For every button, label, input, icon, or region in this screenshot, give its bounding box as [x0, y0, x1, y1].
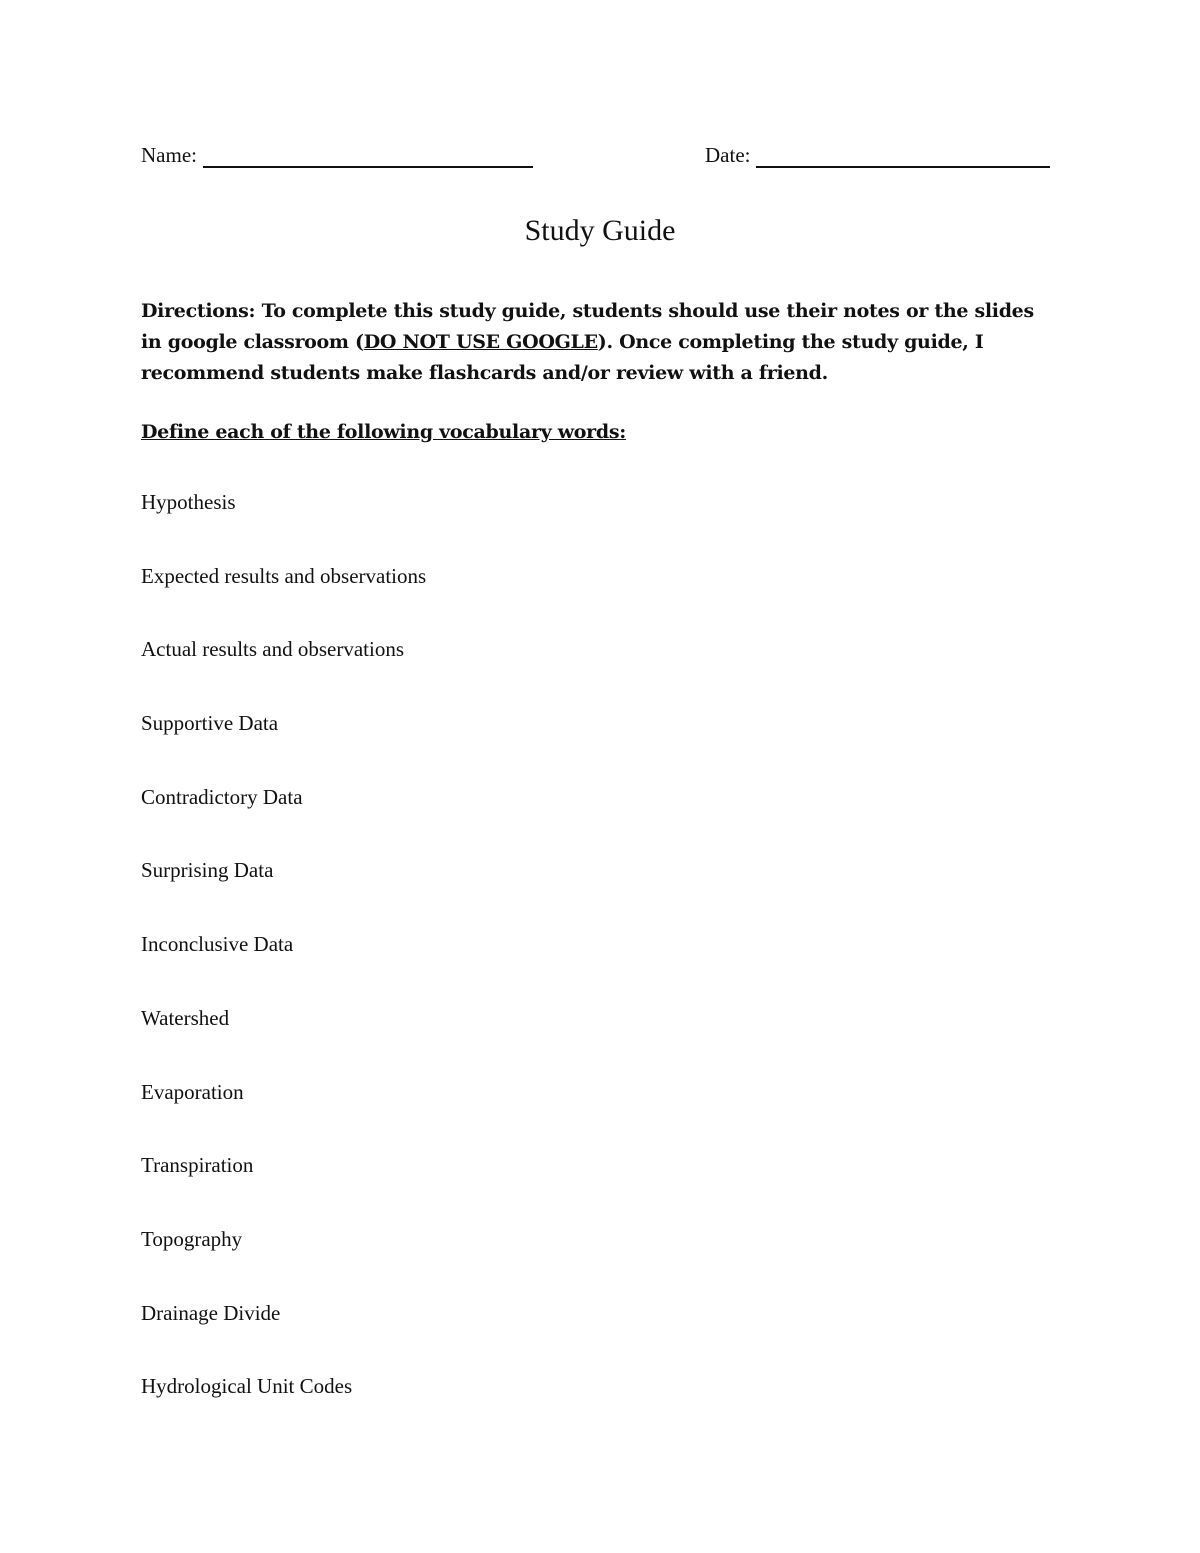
- vocab-item: Actual results and observations: [141, 637, 405, 662]
- vocab-item: Evaporation: [141, 1079, 244, 1104]
- vocab-item: Surprising Data: [141, 858, 274, 883]
- header-row: [141, 140, 1058, 174]
- vocab-list: [141, 487, 426, 1445]
- vocab-item: Inconclusive Data: [141, 932, 294, 957]
- name-field: [141, 140, 533, 168]
- date-label: Date:: [705, 143, 751, 167]
- date-blank-line[interactable]: [756, 140, 1050, 168]
- vocab-item: Drainage Divide: [141, 1300, 281, 1325]
- name-blank-line[interactable]: [203, 140, 533, 168]
- directions-text-part1: Directions: To complete this study guide, students should use their notes or the slides in google classroom (: [141, 300, 1034, 353]
- date-field: [705, 140, 1050, 168]
- vocab-heading: Define each of the following vocabulary words:: [141, 421, 626, 443]
- directions-emphasis: DO NOT USE GOOGLE: [363, 331, 598, 353]
- directions-text-part2: ). Once completing the study guide, I recommend students make flashcards and/or review with a friend.: [141, 331, 984, 384]
- vocab-item: Hypothesis: [141, 490, 236, 514]
- vocab-item: Topography: [141, 1226, 243, 1251]
- page-title: Study Guide: [524, 214, 676, 247]
- directions-paragraph: [141, 296, 1041, 389]
- vocab-item: Contradictory Data: [141, 784, 303, 809]
- vocab-item: Transpiration: [141, 1153, 254, 1178]
- vocab-item: Supportive Data: [141, 711, 279, 736]
- vocab-item: Hydrological Unit Codes: [141, 1374, 353, 1399]
- vocab-item: Watershed: [141, 1005, 230, 1030]
- vocab-item: Expected results and observations: [141, 563, 427, 588]
- name-label: Name:: [141, 143, 197, 167]
